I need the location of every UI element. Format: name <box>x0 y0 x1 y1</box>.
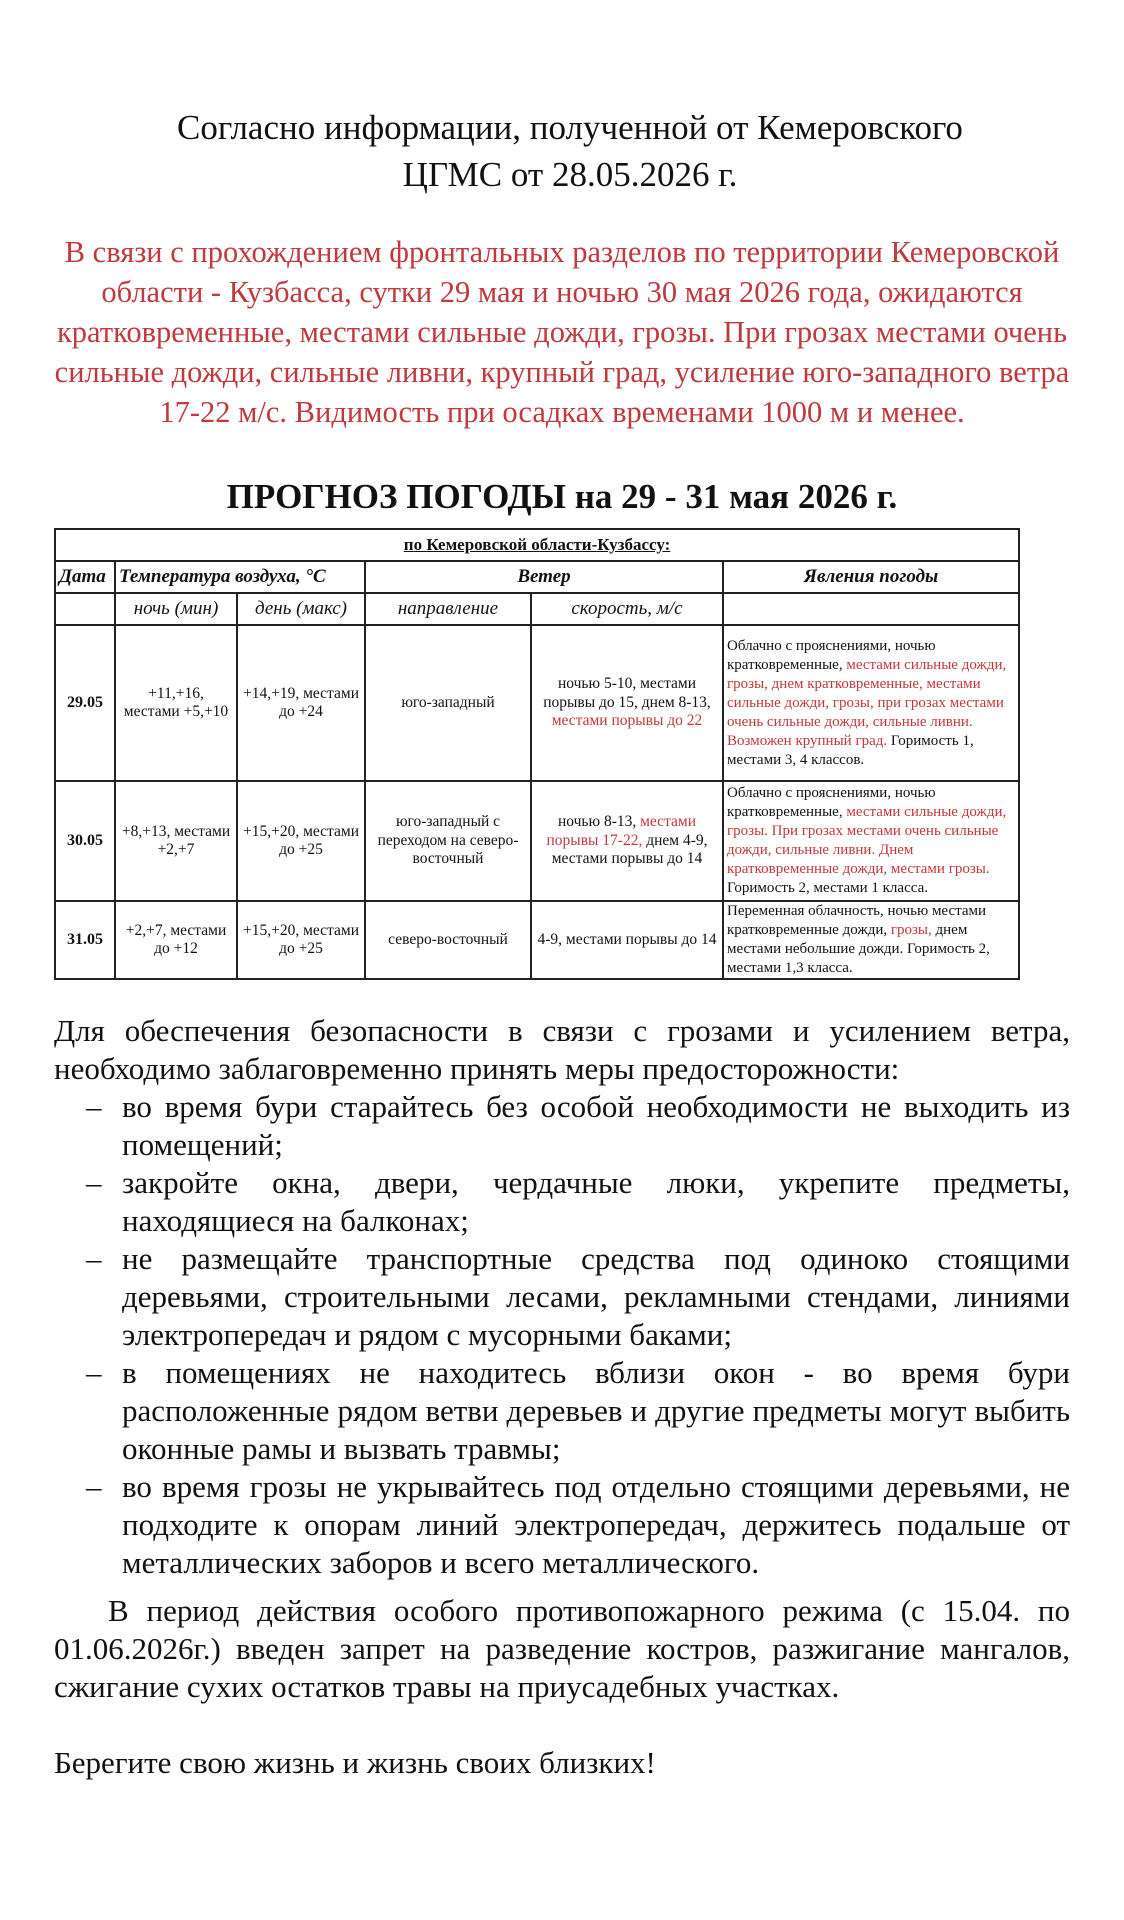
row-phenomena <box>723 901 1019 979</box>
table-row <box>55 625 1019 781</box>
wind-speed-warning: местами порывы до 22 <box>551 712 703 730</box>
phenomena-text: Переменная облачность, ночью местами кратковременные дожди, <box>727 903 987 938</box>
table-row <box>55 781 1019 901</box>
phenomena-fire-class: днем местами небольшие дожди. Горимость 2, местами 1,3 класса. <box>727 922 990 976</box>
phenomena-text: Облачно с прояснениями, ночью кратковременные, <box>727 785 936 820</box>
row-night-temp: +2,+7, местами до +12 <box>115 901 237 979</box>
list-item-text: в помещениях не находитесь вблизи окон - во время бури расположенные рядом ветви деревьев и другие предметы могут выбить оконные рамы и вызвать травмы; <box>122 1355 1070 1466</box>
safety-section <box>54 1012 1070 1782</box>
phenomena-fire-class: Горимость 1, местами 3, 4 классов. <box>727 732 974 768</box>
intro-line-1: Согласно информации, полученной от Кемеровского <box>177 108 963 147</box>
list-item <box>54 1240 1070 1354</box>
phenomena-warning: местами сильные дожди, грозы, днем кратковременные, местами сильные дожди, грозы, при грозах местами очень сильные дожди, сильные ливни. Возможен крупный град. <box>727 656 1007 749</box>
phenomena-fire-class: Горимость 2, местами 1 класса. <box>727 880 928 896</box>
row-date: 31.05 <box>55 901 115 979</box>
subheader-night: ночь (мин) <box>115 593 237 625</box>
wind-speed-text: ночью 8-13, <box>557 813 637 831</box>
row-phenomena <box>723 625 1019 781</box>
fire-ban-paragraph: В период действия особого противопожарного режима (с 15.04. по 01.06.2026г.) введен запрет на разведение костров, разжигание мангалов, сжигание сухих остатков травы на приусадебных участках. <box>54 1593 1070 1704</box>
list-item <box>54 1088 1070 1164</box>
list-item <box>54 1354 1070 1468</box>
subheader-direction: направление <box>365 593 531 625</box>
subheader-day: день (макс) <box>237 593 365 625</box>
row-wind-speed <box>531 781 723 901</box>
table-region: по Кемеровской области-Кузбассу: <box>55 529 1019 561</box>
list-item-text: закройте окна, двери, чердачные люки, укрепите предметы, находящиеся на балконах; <box>122 1165 1070 1238</box>
header-wind: Ветер <box>365 561 723 593</box>
list-item-text: не размещайте транспортные средства под одиноко стоящими деревьями, строительными лесами, рекламными стендами, линиями электропередач и рядом с мусорными баками; <box>122 1241 1070 1352</box>
list-item <box>54 1164 1070 1240</box>
wind-speed-text: ночью 5-10, местами порывы до 15, днем 8-13, <box>543 675 711 711</box>
row-wind-speed <box>531 625 723 781</box>
row-day-temp: +15,+20, местами до +25 <box>237 781 365 901</box>
header-phenomena: Явления погоды <box>723 561 1019 593</box>
wind-speed-warning: местами порывы 17-22, <box>546 813 697 849</box>
closing-line: Берегите свою жизнь и жизнь своих близких! <box>54 1745 656 1780</box>
list-dash: – <box>86 1241 102 1276</box>
subheader-speed: скорость, м/с <box>531 593 723 625</box>
row-day-temp: +14,+19, местами до +24 <box>237 625 365 781</box>
forecast-table <box>54 528 1020 980</box>
subheader-empty <box>723 593 1019 625</box>
list-dash: – <box>86 1089 102 1124</box>
row-date: 29.05 <box>55 625 115 781</box>
row-day-temp: +15,+20, местами до +25 <box>237 901 365 979</box>
list-dash: – <box>86 1355 102 1390</box>
phenomena-warning: местами сильные дожди, грозы. При грозах местами очень сильные дожди, сильные ливни. Днем кратковременные дожди, местами грозы. <box>727 804 1007 877</box>
intro-heading <box>120 104 1020 198</box>
row-phenomena <box>723 781 1019 901</box>
forecast-title: ПРОГНОЗ ПОГОДЫ на 29 - 31 мая 2026 г. <box>226 477 898 516</box>
list-item-text: во время бури старайтесь без особой необходимости не выходить из помещений; <box>122 1089 1070 1162</box>
header-date: Дата <box>55 561 115 593</box>
header-temp: Температура воздуха, °С <box>115 561 365 593</box>
row-night-temp: +8,+13, местами +2,+7 <box>115 781 237 901</box>
row-wind-speed: 4-9, местами порывы до 14 <box>531 901 723 979</box>
row-night-temp: +11,+16, местами +5,+10 <box>115 625 237 781</box>
list-item-text: во время грозы не укрывайтесь под отдельно стоящими деревьями, не подходите к опорам линий электропередач, держитесь подальше от металлических заборов и всего металлического. <box>122 1469 1070 1580</box>
intro-line-2: ЦГМС от 28.05.2026 г. <box>402 155 738 194</box>
wind-speed-text-day: днем 4-9, местами порывы до 14 <box>551 831 708 868</box>
safety-intro: Для обеспечения безопасности в связи с грозами и усилением ветра, необходимо заблаговременно принять меры предосторожности: <box>54 1013 1070 1086</box>
phenomena-warning: грозы, <box>890 922 932 938</box>
storm-warning: В связи с прохождением фронтальных разделов по территории Кемеровской области - Кузбасса, сутки 29 мая и ночью 30 мая 2026 года, ожидаются кратковременные, местами сильные дожди, грозы. При грозах местами очень сильные дожди, сильные ливни, крупный град, усиление юго-западного ветра 17-22 м/с. Видимость при осадках временами 1000 м и менее. <box>54 235 1070 429</box>
row-wind-direction: юго-западный <box>365 625 531 781</box>
row-wind-direction: юго-западный с переходом на северо-восточный <box>365 781 531 901</box>
list-item <box>54 1468 1070 1582</box>
list-dash: – <box>86 1165 102 1200</box>
phenomena-text: Облачно с прояснениями, ночью кратковременные, <box>727 637 936 673</box>
list-dash: – <box>86 1469 102 1504</box>
row-date: 30.05 <box>55 781 115 901</box>
row-wind-direction: северо-восточный <box>365 901 531 979</box>
table-row <box>55 901 1019 979</box>
subheader-empty <box>55 593 115 625</box>
